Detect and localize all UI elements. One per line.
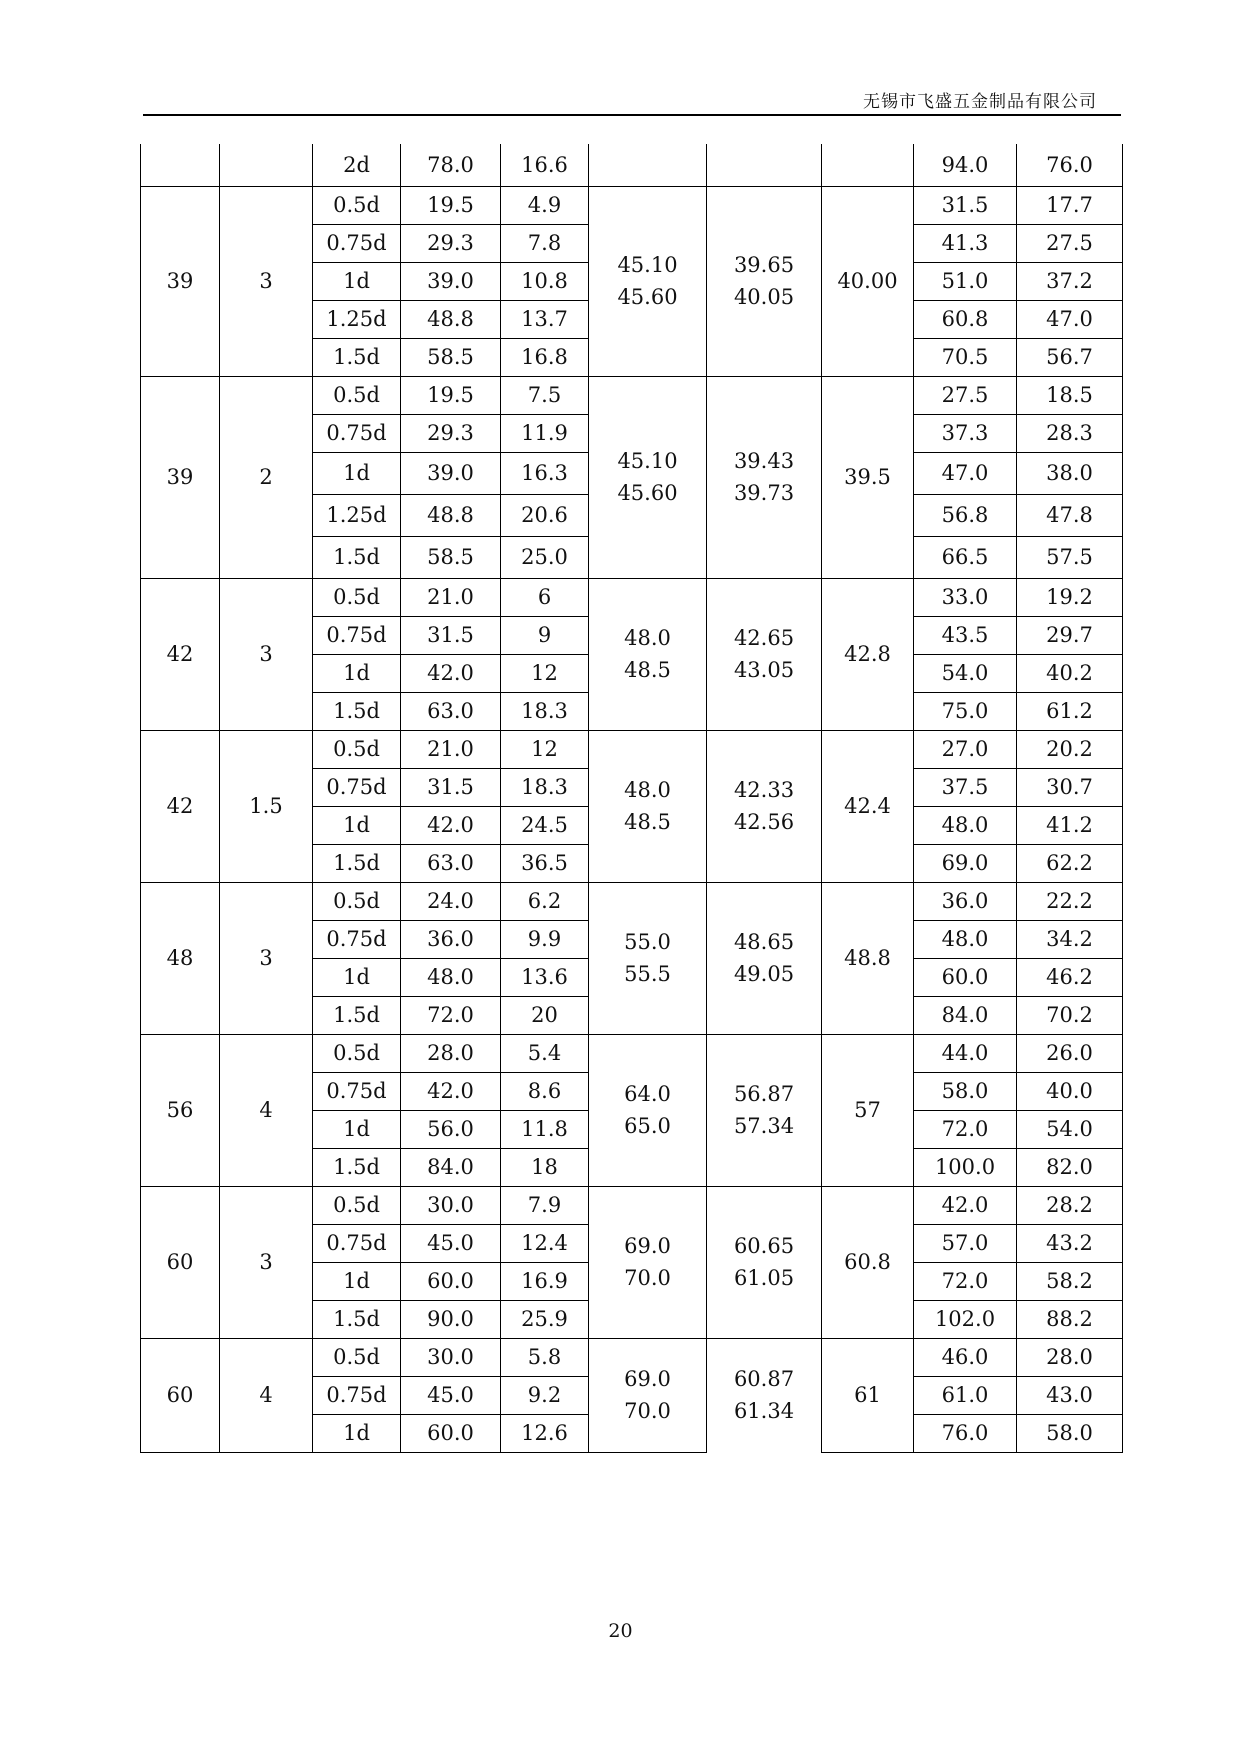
pitch-cell: 3: [220, 1186, 313, 1338]
spec-table-body: [141, 144, 1123, 1452]
value-cell: 37.2: [1017, 262, 1123, 300]
depth-cell: 1.5d: [313, 996, 401, 1034]
value-cell: 31.5: [401, 768, 501, 806]
pitch-cell: 3: [220, 882, 313, 1034]
value-cell: 58.2: [1017, 1262, 1123, 1300]
nominal-cell-empty: [822, 144, 914, 186]
value-cell: 76.0: [1017, 144, 1123, 186]
value-cell: 28.2: [1017, 1186, 1123, 1224]
value-cell: 33.0: [914, 578, 1017, 616]
depth-cell: 1d: [313, 1262, 401, 1300]
value-cell: 60.8: [914, 300, 1017, 338]
value-cell: 31.5: [401, 616, 501, 654]
value-cell: 17.7: [1017, 186, 1123, 224]
nominal-cell: 42.4: [822, 730, 914, 882]
value-cell: 28.0: [1017, 1338, 1123, 1376]
value-cell: 41.3: [914, 224, 1017, 262]
value-cell: 16.8: [501, 338, 589, 376]
range-a-min: 55.0: [624, 930, 671, 954]
table-row: [141, 1338, 1123, 1376]
value-cell: 30.7: [1017, 768, 1123, 806]
value-cell: 61.2: [1017, 692, 1123, 730]
value-cell: 88.2: [1017, 1300, 1123, 1338]
range-b-min: 42.65: [733, 626, 795, 650]
value-cell: 56.8: [914, 494, 1017, 536]
value-cell: 13.7: [501, 300, 589, 338]
value-cell: 44.0: [914, 1034, 1017, 1072]
value-cell: 24.0: [401, 882, 501, 920]
value-cell: 54.0: [914, 654, 1017, 692]
value-cell: 5.8: [501, 1338, 589, 1376]
value-cell: 45.0: [401, 1376, 501, 1414]
value-cell: 18.3: [501, 768, 589, 806]
value-cell: 63.0: [401, 692, 501, 730]
range-b-min: 56.87: [733, 1082, 795, 1106]
value-cell: 90.0: [401, 1300, 501, 1338]
range-b-cell: [707, 376, 822, 578]
range-a-cell: [589, 1034, 707, 1186]
value-cell: 7.8: [501, 224, 589, 262]
depth-cell: 1d: [313, 1414, 401, 1452]
pitch-cell: 4: [220, 1034, 313, 1186]
table-row: [141, 376, 1123, 414]
depth-cell: 0.75d: [313, 768, 401, 806]
depth-cell: 1.25d: [313, 494, 401, 536]
value-cell: 48.0: [914, 806, 1017, 844]
value-cell: 57.0: [914, 1224, 1017, 1262]
value-cell: 12.4: [501, 1224, 589, 1262]
value-cell: 9: [501, 616, 589, 654]
value-cell: 78.0: [401, 144, 501, 186]
range-a-max: 45.60: [617, 481, 678, 505]
depth-cell: 1.25d: [313, 300, 401, 338]
range-a-cell: [589, 578, 707, 730]
value-cell: 56.7: [1017, 338, 1123, 376]
value-cell: 37.5: [914, 768, 1017, 806]
value-cell: 9.2: [501, 1376, 589, 1414]
value-cell: 39.0: [401, 452, 501, 494]
range-a-cell: [589, 186, 707, 376]
value-cell: 47.0: [914, 452, 1017, 494]
range-a-max: 65.0: [624, 1114, 671, 1138]
value-cell: 46.2: [1017, 958, 1123, 996]
value-cell: 43.2: [1017, 1224, 1123, 1262]
value-cell: 7.9: [501, 1186, 589, 1224]
depth-cell: 0.5d: [313, 1034, 401, 1072]
thread-spec-table: [140, 144, 1123, 1453]
range-a-min: 48.0: [624, 626, 671, 650]
range-b-min: 42.33: [733, 778, 795, 802]
value-cell: 40.0: [1017, 1072, 1123, 1110]
value-cell: 30.0: [401, 1186, 501, 1224]
range-b-cell: [707, 1338, 822, 1452]
value-cell: 47.0: [1017, 300, 1123, 338]
range-a-cell: [589, 376, 707, 578]
nominal-cell: 48.8: [822, 882, 914, 1034]
depth-cell: 1d: [313, 452, 401, 494]
value-cell: 42.0: [401, 806, 501, 844]
range-a-min: 45.10: [617, 253, 678, 277]
value-cell: 72.0: [914, 1262, 1017, 1300]
depth-cell: 0.5d: [313, 186, 401, 224]
value-cell: 42.0: [401, 1072, 501, 1110]
value-cell: 6: [501, 578, 589, 616]
range-a-max: 45.60: [617, 285, 678, 309]
page-header: [143, 86, 1121, 116]
size-cell: 60: [141, 1338, 220, 1452]
range-b-min: 60.87: [733, 1367, 795, 1392]
depth-cell: 1d: [313, 654, 401, 692]
value-cell: 76.0: [914, 1414, 1017, 1452]
depth-cell: 0.75d: [313, 224, 401, 262]
value-cell: 58.5: [401, 536, 501, 578]
value-cell: 60.0: [914, 958, 1017, 996]
value-cell: 70.2: [1017, 996, 1123, 1034]
range-a-min: 45.10: [617, 449, 678, 473]
value-cell: 26.0: [1017, 1034, 1123, 1072]
value-cell: 57.5: [1017, 536, 1123, 578]
company-name: 无锡市飞盛五金制品有限公司: [863, 92, 1097, 112]
depth-cell: 1.5d: [313, 692, 401, 730]
table-row: [141, 730, 1123, 768]
range-a-max: 55.5: [624, 962, 671, 986]
value-cell: 29.7: [1017, 616, 1123, 654]
value-cell: 9.9: [501, 920, 589, 958]
value-cell: 42.0: [914, 1186, 1017, 1224]
table-row: [141, 882, 1123, 920]
value-cell: 25.9: [501, 1300, 589, 1338]
range-b-max: 42.56: [733, 810, 795, 834]
depth-cell: 1.5d: [313, 338, 401, 376]
value-cell: 7.5: [501, 376, 589, 414]
range-b-max: 49.05: [733, 962, 795, 986]
depth-cell: 1.5d: [313, 1148, 401, 1186]
value-cell: 48.0: [401, 958, 501, 996]
value-cell: 66.5: [914, 536, 1017, 578]
depth-cell: 2d: [313, 144, 401, 186]
value-cell: 60.0: [401, 1414, 501, 1452]
range-b-min: 39.43: [733, 449, 795, 473]
depth-cell: 1.5d: [313, 844, 401, 882]
size-cell: 48: [141, 882, 220, 1034]
pitch-cell: 3: [220, 578, 313, 730]
value-cell: 5.4: [501, 1034, 589, 1072]
value-cell: 13.6: [501, 958, 589, 996]
value-cell: 18.3: [501, 692, 589, 730]
pitch-cell: 2: [220, 376, 313, 578]
table-row: [141, 1034, 1123, 1072]
table-row: [141, 144, 1123, 186]
table-row: [141, 1186, 1123, 1224]
range-a-max: 48.5: [624, 810, 671, 834]
range-b-min: 48.65: [733, 930, 795, 954]
range-b-cell: [707, 578, 822, 730]
range-b-cell: [707, 1034, 822, 1186]
value-cell: 58.0: [1017, 1414, 1123, 1452]
value-cell: 39.0: [401, 262, 501, 300]
value-cell: 11.9: [501, 414, 589, 452]
depth-cell: 0.5d: [313, 578, 401, 616]
range-b-cell: [707, 1186, 822, 1338]
value-cell: 72.0: [401, 996, 501, 1034]
value-cell: 58.5: [401, 338, 501, 376]
range-b-min: 60.65: [733, 1234, 795, 1258]
range-b-cell: [707, 730, 822, 882]
value-cell: 54.0: [1017, 1110, 1123, 1148]
value-cell: 12: [501, 654, 589, 692]
value-cell: 84.0: [401, 1148, 501, 1186]
value-cell: 25.0: [501, 536, 589, 578]
depth-cell: 0.75d: [313, 1224, 401, 1262]
value-cell: 11.8: [501, 1110, 589, 1148]
range-b-cell-empty: [707, 144, 822, 186]
range-b-cell: [707, 186, 822, 376]
value-cell: 34.2: [1017, 920, 1123, 958]
value-cell: 48.8: [401, 494, 501, 536]
value-cell: 40.2: [1017, 654, 1123, 692]
value-cell: 28.3: [1017, 414, 1123, 452]
range-a-min: 64.0: [624, 1082, 671, 1106]
range-b-max: 40.05: [733, 285, 795, 309]
value-cell: 43.0: [1017, 1376, 1123, 1414]
value-cell: 22.2: [1017, 882, 1123, 920]
value-cell: 6.2: [501, 882, 589, 920]
range-b-max: 61.34: [733, 1399, 795, 1424]
value-cell: 8.6: [501, 1072, 589, 1110]
range-b-max: 39.73: [733, 481, 795, 505]
value-cell: 58.0: [914, 1072, 1017, 1110]
value-cell: 27.5: [1017, 224, 1123, 262]
value-cell: 30.0: [401, 1338, 501, 1376]
value-cell: 36.0: [401, 920, 501, 958]
range-b-max: 43.05: [733, 658, 795, 682]
value-cell: 42.0: [401, 654, 501, 692]
size-cell: 42: [141, 730, 220, 882]
depth-cell: 0.75d: [313, 616, 401, 654]
pitch-cell: 3: [220, 186, 313, 376]
value-cell: 27.5: [914, 376, 1017, 414]
value-cell: 4.9: [501, 186, 589, 224]
table-row: [141, 186, 1123, 224]
depth-cell: 1.5d: [313, 536, 401, 578]
value-cell: 24.5: [501, 806, 589, 844]
value-cell: 41.2: [1017, 806, 1123, 844]
depth-cell: 0.5d: [313, 1186, 401, 1224]
value-cell: 62.2: [1017, 844, 1123, 882]
value-cell: 102.0: [914, 1300, 1017, 1338]
value-cell: 21.0: [401, 730, 501, 768]
range-a-max: 70.0: [624, 1266, 671, 1290]
value-cell: 19.5: [401, 376, 501, 414]
value-cell: 12: [501, 730, 589, 768]
value-cell: 69.0: [914, 844, 1017, 882]
value-cell: 70.5: [914, 338, 1017, 376]
nominal-cell: 39.5: [822, 376, 914, 578]
value-cell: 100.0: [914, 1148, 1017, 1186]
range-b-max: 57.34: [733, 1114, 795, 1138]
size-cell: 39: [141, 376, 220, 578]
depth-cell: 0.75d: [313, 414, 401, 452]
depth-cell: 0.75d: [313, 1072, 401, 1110]
size-cell: 39: [141, 186, 220, 376]
value-cell: 29.3: [401, 224, 501, 262]
pitch-cell-empty: [220, 144, 313, 186]
value-cell: 38.0: [1017, 452, 1123, 494]
depth-cell: 0.75d: [313, 920, 401, 958]
depth-cell: 0.5d: [313, 376, 401, 414]
depth-cell: 1d: [313, 806, 401, 844]
value-cell: 28.0: [401, 1034, 501, 1072]
size-cell: 56: [141, 1034, 220, 1186]
value-cell: 21.0: [401, 578, 501, 616]
value-cell: 51.0: [914, 262, 1017, 300]
value-cell: 72.0: [914, 1110, 1017, 1148]
pitch-cell: 1.5: [220, 730, 313, 882]
range-a-cell-empty: [589, 144, 707, 186]
value-cell: 12.6: [501, 1414, 589, 1452]
value-cell: 37.3: [914, 414, 1017, 452]
size-cell: 42: [141, 578, 220, 730]
nominal-cell: 61: [822, 1338, 914, 1452]
pitch-cell: 4: [220, 1338, 313, 1452]
size-cell-empty: [141, 144, 220, 186]
value-cell: 27.0: [914, 730, 1017, 768]
range-a-cell: [589, 1338, 707, 1452]
value-cell: 48.8: [401, 300, 501, 338]
value-cell: 16.3: [501, 452, 589, 494]
value-cell: 20.2: [1017, 730, 1123, 768]
nominal-cell: 60.8: [822, 1186, 914, 1338]
value-cell: 43.5: [914, 616, 1017, 654]
value-cell: 84.0: [914, 996, 1017, 1034]
value-cell: 16.6: [501, 144, 589, 186]
value-cell: 19.2: [1017, 578, 1123, 616]
value-cell: 18.5: [1017, 376, 1123, 414]
depth-cell: 1d: [313, 958, 401, 996]
depth-cell: 0.75d: [313, 1376, 401, 1414]
value-cell: 47.8: [1017, 494, 1123, 536]
nominal-cell: 42.8: [822, 578, 914, 730]
value-cell: 18: [501, 1148, 589, 1186]
value-cell: 20: [501, 996, 589, 1034]
value-cell: 46.0: [914, 1338, 1017, 1376]
range-a-min: 69.0: [624, 1234, 671, 1258]
nominal-cell: 40.00: [822, 186, 914, 376]
value-cell: 48.0: [914, 920, 1017, 958]
value-cell: 31.5: [914, 186, 1017, 224]
value-cell: 75.0: [914, 692, 1017, 730]
range-a-min: 69.0: [624, 1367, 671, 1391]
range-a-cell: [589, 730, 707, 882]
range-b-cell: [707, 882, 822, 1034]
range-a-max: 70.0: [624, 1399, 671, 1423]
value-cell: 61.0: [914, 1376, 1017, 1414]
range-b-min: 39.65: [733, 253, 795, 277]
value-cell: 36.0: [914, 882, 1017, 920]
value-cell: 82.0: [1017, 1148, 1123, 1186]
range-a-max: 48.5: [624, 658, 671, 682]
value-cell: 19.5: [401, 186, 501, 224]
depth-cell: 1d: [313, 1110, 401, 1148]
page-number: 20: [608, 1620, 633, 1642]
range-a-cell: [589, 1186, 707, 1338]
value-cell: 56.0: [401, 1110, 501, 1148]
table-row: [141, 578, 1123, 616]
value-cell: 36.5: [501, 844, 589, 882]
value-cell: 16.9: [501, 1262, 589, 1300]
depth-cell: 1.5d: [313, 1300, 401, 1338]
value-cell: 29.3: [401, 414, 501, 452]
range-a-cell: [589, 882, 707, 1034]
value-cell: 63.0: [401, 844, 501, 882]
depth-cell: 0.5d: [313, 882, 401, 920]
depth-cell: 0.5d: [313, 1338, 401, 1376]
depth-cell: 0.5d: [313, 730, 401, 768]
value-cell: 45.0: [401, 1224, 501, 1262]
range-b-max: 61.05: [733, 1266, 795, 1290]
range-a-min: 48.0: [624, 778, 671, 802]
value-cell: 10.8: [501, 262, 589, 300]
value-cell: 60.0: [401, 1262, 501, 1300]
value-cell: 20.6: [501, 494, 589, 536]
value-cell: 94.0: [914, 144, 1017, 186]
nominal-cell: 57: [822, 1034, 914, 1186]
depth-cell: 1d: [313, 262, 401, 300]
size-cell: 60: [141, 1186, 220, 1338]
